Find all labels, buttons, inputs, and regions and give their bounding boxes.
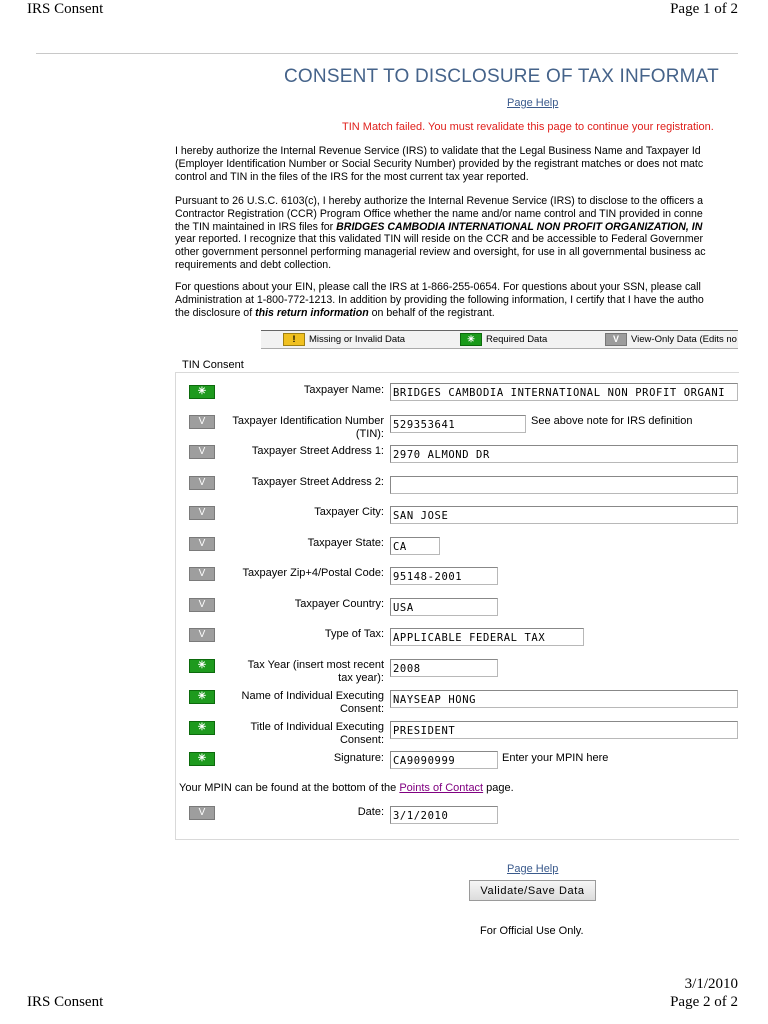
error-message: TIN Match failed. You must revalidate this page to continue your registration. <box>342 121 714 133</box>
registrant-name-emphasis: BRIDGES CAMBODIA INTERNATIONAL NON PROFIT ORGANIZATION, IN <box>336 220 703 233</box>
footer-doc-title: IRS Consent <box>27 994 104 1010</box>
executor-title-label <box>251 721 385 746</box>
legend-label: Missing or Invalid Data <box>309 334 406 345</box>
zip-label: Taxpayer Zip+4/Postal Code: <box>242 567 384 579</box>
paragraph-text: the TIN maintained in IRS files for <box>175 220 337 233</box>
street-address-2-label: Taxpayer Street Address 2: <box>251 476 384 488</box>
legend-required <box>460 333 547 346</box>
street-address-1-label: Taxpayer Street Address 1: <box>251 445 384 457</box>
tin-note: See above note for IRS definition <box>531 415 693 427</box>
label-line: Taxpayer Identification Number <box>232 415 384 427</box>
view-only-badge-icon: V <box>189 598 215 612</box>
legend-label: Required Data <box>486 334 548 345</box>
tax-year-input[interactable]: 2008 <box>390 659 498 677</box>
street-address-1-input[interactable]: 2970 ALMOND DR <box>390 445 738 463</box>
required-badge-icon: ✳ <box>189 721 215 735</box>
paragraph-disclosure <box>175 195 738 272</box>
executor-title-input[interactable]: PRESIDENT <box>390 721 738 739</box>
header-doc-title: IRS Consent <box>27 1 104 17</box>
tax-year-label <box>248 659 384 684</box>
paragraph-line: Pursuant to 26 U.S.C. 6103(c), I hereby authorize the Internal Revenue Service (IRS) to disclose to the officers a <box>175 195 703 207</box>
page-title: CONSENT TO DISCLOSURE OF TAX INFORMAT <box>284 66 719 87</box>
view-only-badge-icon: V <box>189 628 215 642</box>
country-input[interactable]: USA <box>390 598 498 616</box>
paragraph-line: requirements and debt collection. <box>175 258 332 271</box>
paragraph-line: I hereby authorize the Internal Revenue Service (IRS) to validate that the Legal Business Name and Taxpayer Id <box>175 145 701 157</box>
label-line: Tax Year (insert most recent <box>247 659 384 671</box>
view-only-badge-icon: V <box>189 806 215 820</box>
header-page-label: Page 1 of 2 <box>670 1 738 17</box>
view-only-badge-icon: V <box>189 445 215 459</box>
mpin-location-note <box>179 782 514 794</box>
view-only-badge-icon: V <box>189 506 215 520</box>
header-divider <box>36 53 738 54</box>
points-of-contact-link[interactable]: Points of Contact <box>399 782 484 794</box>
date-label: Date: <box>357 806 384 818</box>
paragraph-text: on behalf of the registrant. <box>368 306 495 319</box>
paragraph-line: For questions about your EIN, please call the IRS at 1-866-255-0654. For questions about your SSN, please call <box>175 281 701 293</box>
official-use-note: For Official Use Only. <box>480 925 584 937</box>
legend-bar <box>261 330 738 349</box>
label-line: Consent: <box>339 702 384 715</box>
label-line: Title of Individual Executing <box>250 721 384 733</box>
signature-label: Signature: <box>333 752 384 764</box>
paragraph-line <box>175 307 738 320</box>
view-only-badge-icon: V <box>189 415 215 429</box>
executor-name-label <box>242 690 384 715</box>
view-only-icon: V <box>605 333 627 346</box>
label-line: tax year): <box>338 671 384 684</box>
paragraph-line: (Employer Identification Number or Social Security Number) provided by the registrant matches or does not matc <box>175 157 704 170</box>
view-only-badge-icon: V <box>189 567 215 581</box>
legend-view-only <box>605 333 737 346</box>
paragraph-line: Administration at 1-800-772-1213. In addition by providing the following information, I certify that I have the autho <box>175 293 704 306</box>
note-text: Your MPIN can be found at the bottom of the <box>179 782 400 794</box>
paragraph-text: the disclosure of <box>175 306 256 319</box>
label-line: (TIN): <box>355 427 384 440</box>
mpin-hint: Enter your MPIN here <box>502 752 609 764</box>
paragraph-line <box>175 221 738 234</box>
paragraph-line: control and TIN in the files of the IRS for the most current tax year reported. <box>175 170 529 183</box>
date-input[interactable]: 3/1/2010 <box>390 806 498 824</box>
label-line: Consent: <box>339 733 384 746</box>
taxpayer-name-input[interactable]: BRIDGES CAMBODIA INTERNATIONAL NON PROFIT ORGANI <box>390 383 738 401</box>
fieldset-legend: TIN Consent <box>182 359 244 371</box>
paragraph-line: Contractor Registration (CCR) Program Office whether the name and/or name control and TIN provided in conne <box>175 207 703 220</box>
legend-missing <box>283 333 405 346</box>
warning-icon: ! <box>283 333 305 346</box>
required-badge-icon: ✳ <box>189 690 215 704</box>
page-help-link-top[interactable]: Page Help <box>507 97 559 109</box>
signature-mpin-input[interactable]: CA9090999 <box>390 751 498 769</box>
required-badge-icon: ✳ <box>189 752 215 766</box>
paragraph-authorization <box>175 145 738 183</box>
tax-type-input[interactable]: APPLICABLE FEDERAL TAX <box>390 628 584 646</box>
tin-input[interactable]: 529353641 <box>390 415 526 433</box>
note-text: page. <box>483 782 514 794</box>
footer-date: 3/1/2010 <box>684 976 738 992</box>
page-help-link-bottom[interactable]: Page Help <box>507 863 559 875</box>
zip-input[interactable]: 95148-2001 <box>390 567 498 585</box>
return-information-emphasis: this return information <box>255 306 369 319</box>
required-badge-icon: ✳ <box>189 385 215 399</box>
tax-type-label: Type of Tax: <box>324 628 384 640</box>
state-label: Taxpayer State: <box>307 537 384 549</box>
asterisk-icon: ✳ <box>460 333 482 346</box>
required-badge-icon: ✳ <box>189 659 215 673</box>
validate-save-button[interactable]: Validate/Save Data <box>469 880 596 901</box>
state-input[interactable]: CA <box>390 537 440 555</box>
paragraph-questions <box>175 281 738 319</box>
street-address-2-input[interactable] <box>390 476 738 494</box>
paragraph-line: year reported. I recognize that this validated TIN will reside on the CCR and be accessible to Federal Governmer <box>175 233 703 246</box>
tin-label <box>232 415 384 440</box>
paragraph-line: other government personnel performing managerial review and oversight, for use in all governmental business ac <box>175 246 706 259</box>
executor-name-input[interactable]: NAYSEAP HONG <box>390 690 738 708</box>
view-only-badge-icon: V <box>189 476 215 490</box>
footer-page-label: Page 2 of 2 <box>670 994 738 1010</box>
city-label: Taxpayer City: <box>314 506 384 518</box>
country-label: Taxpayer Country: <box>294 598 384 610</box>
view-only-badge-icon: V <box>189 537 215 551</box>
label-line: Name of Individual Executing <box>241 690 384 702</box>
legend-label: View-Only Data (Edits no <box>631 334 737 345</box>
taxpayer-name-label: Taxpayer Name: <box>303 384 384 396</box>
city-input[interactable]: SAN JOSE <box>390 506 738 524</box>
